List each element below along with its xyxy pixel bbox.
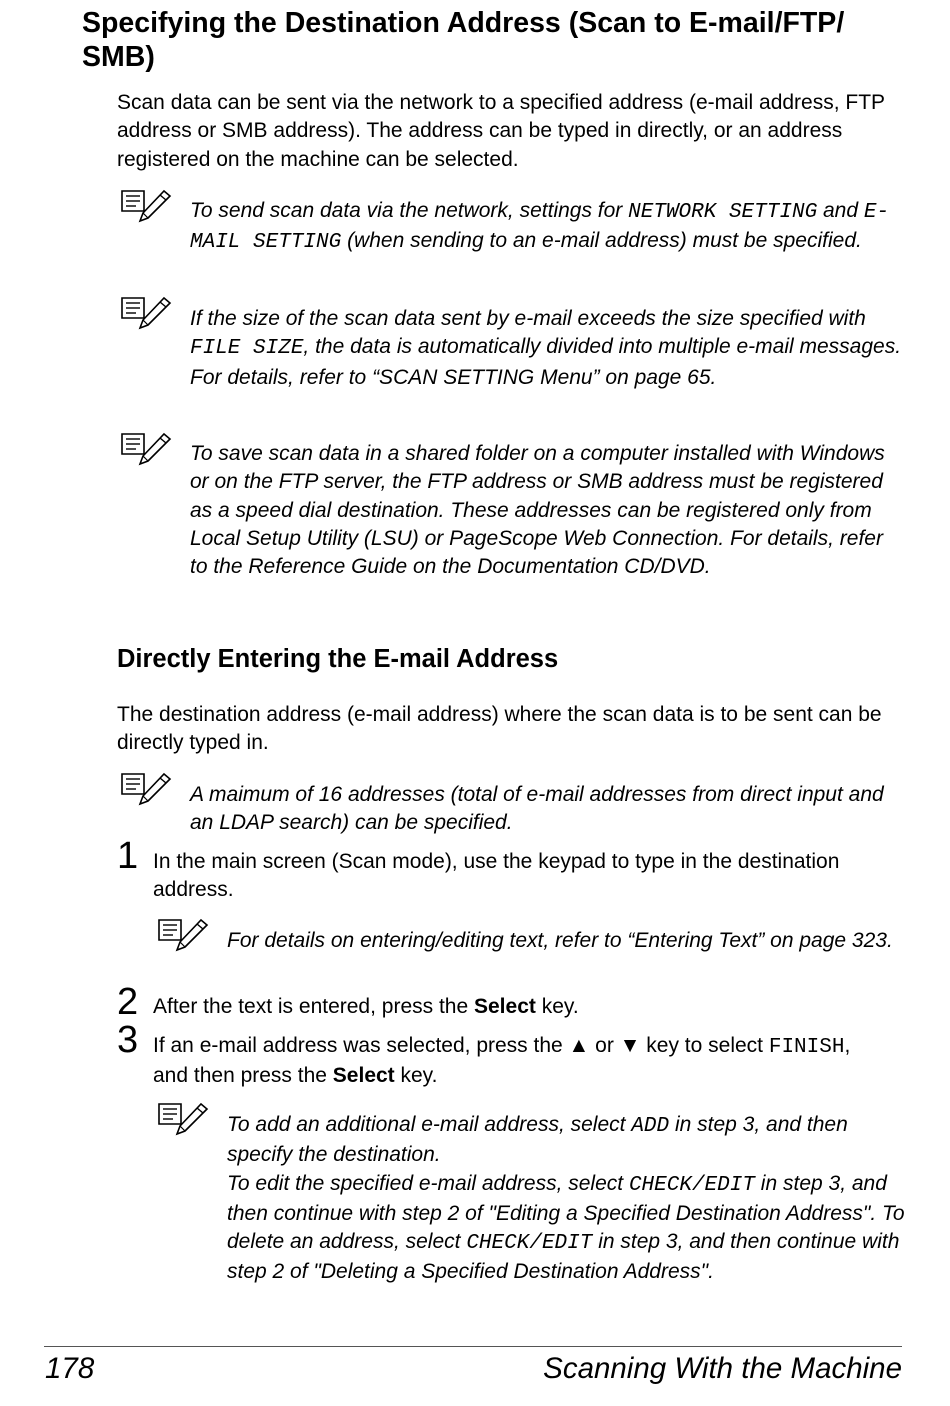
step-3-text: If an e-mail address was selected, press the ▲ or ▼ key to select FINISH, and then press the Select key.: [153, 1034, 851, 1088]
note-pencil-icon: [155, 1098, 211, 1138]
menu-file-size: FILE SIZE: [190, 337, 304, 361]
note-shared-folder: To save scan data in a shared folder on a computer installed with Windows or on the FTP server, the FTP address or SMB address must be registered as a speed dial destination. These addresses can be registered only from Local Setup Utility (LSU) or PageScope Web Connection. For details, refer to the Reference Guide on the Documentation CD/DVD.: [190, 442, 885, 579]
chapter-title: Scanning With the Machine: [543, 1352, 902, 1385]
note-pencil-icon: [118, 768, 174, 808]
step-number: 3: [117, 1019, 139, 1061]
note-pencil-icon: [118, 428, 174, 468]
section-heading: Directly Entering the E-mail Address: [117, 645, 559, 673]
step-1-note: For details on entering/editing text, refer to “Entering Text” on page 323.: [227, 929, 893, 952]
menu-check-edit: CHECK/EDIT: [628, 1173, 755, 1197]
note-file-size: If the size of the scan data sent by e-mail exceeds the size specified with FILE SIZE, the data is automatically divided into multiple e-mail messages. For details, refer to “SCAN SETTING Menu” on page 65.: [190, 307, 902, 389]
note-max-addresses: A maimum of 16 addresses (total of e-mail addresses from direct input and an LDAP search) can be specified.: [190, 783, 884, 835]
note-add-address: To add an additional e-mail address, select ADD in step 3, and then specify the destination.: [227, 1113, 848, 1167]
footer-divider: [44, 1346, 902, 1347]
menu-network-setting: NETWORK SETTING: [628, 201, 818, 224]
step-number: 1: [117, 835, 139, 877]
select-key-label: Select: [474, 995, 536, 1018]
menu-check-edit: CHECK/EDIT: [466, 1232, 593, 1256]
step-number: 2: [117, 981, 139, 1023]
page-title: Specifying the Destination Address (Scan to E-mail/FTP/ SMB): [82, 7, 845, 73]
note-pencil-icon: [118, 185, 174, 225]
note-pencil-icon: [118, 292, 174, 332]
menu-finish: FINISH: [768, 1036, 845, 1059]
intro-paragraph: Scan data can be sent via the network to a specified address (e-mail address, FTP address or SMB address). The address can be typed in directly, or an address registered on the machine can be selected.: [117, 91, 885, 171]
note-edit-delete-address: To edit the specified e-mail address, select CHECK/EDIT in step 3, and then continue with step 2 of "Editing a Specified Destination Address". To delete an address, select CHECK/EDIT in step 3, and then continue with step 2 of "Deleting a Specified Destination Address".: [227, 1171, 905, 1284]
menu-email-setting: E-MAIL SETTING: [190, 201, 890, 255]
page-number: 178: [45, 1352, 95, 1385]
step-3-note: [227, 1111, 908, 1287]
step-1-text: In the main screen (Scan mode), use the keypad to type in the destination address.: [153, 850, 840, 902]
menu-add: ADD: [631, 1115, 670, 1138]
note-network-settings: To send scan data via the network, settings for NETWORK SETTING and E-MAIL SETTING (when sending to an e-mail address) must be specified.: [190, 199, 890, 255]
select-key-label: Select: [332, 1064, 395, 1088]
section-intro: The destination address (e-mail address) where the scan data is to be sent can be directly typed in.: [117, 703, 882, 755]
step-2-text: After the text is entered, press the Select key.: [153, 995, 579, 1018]
note-pencil-icon: [155, 914, 211, 954]
